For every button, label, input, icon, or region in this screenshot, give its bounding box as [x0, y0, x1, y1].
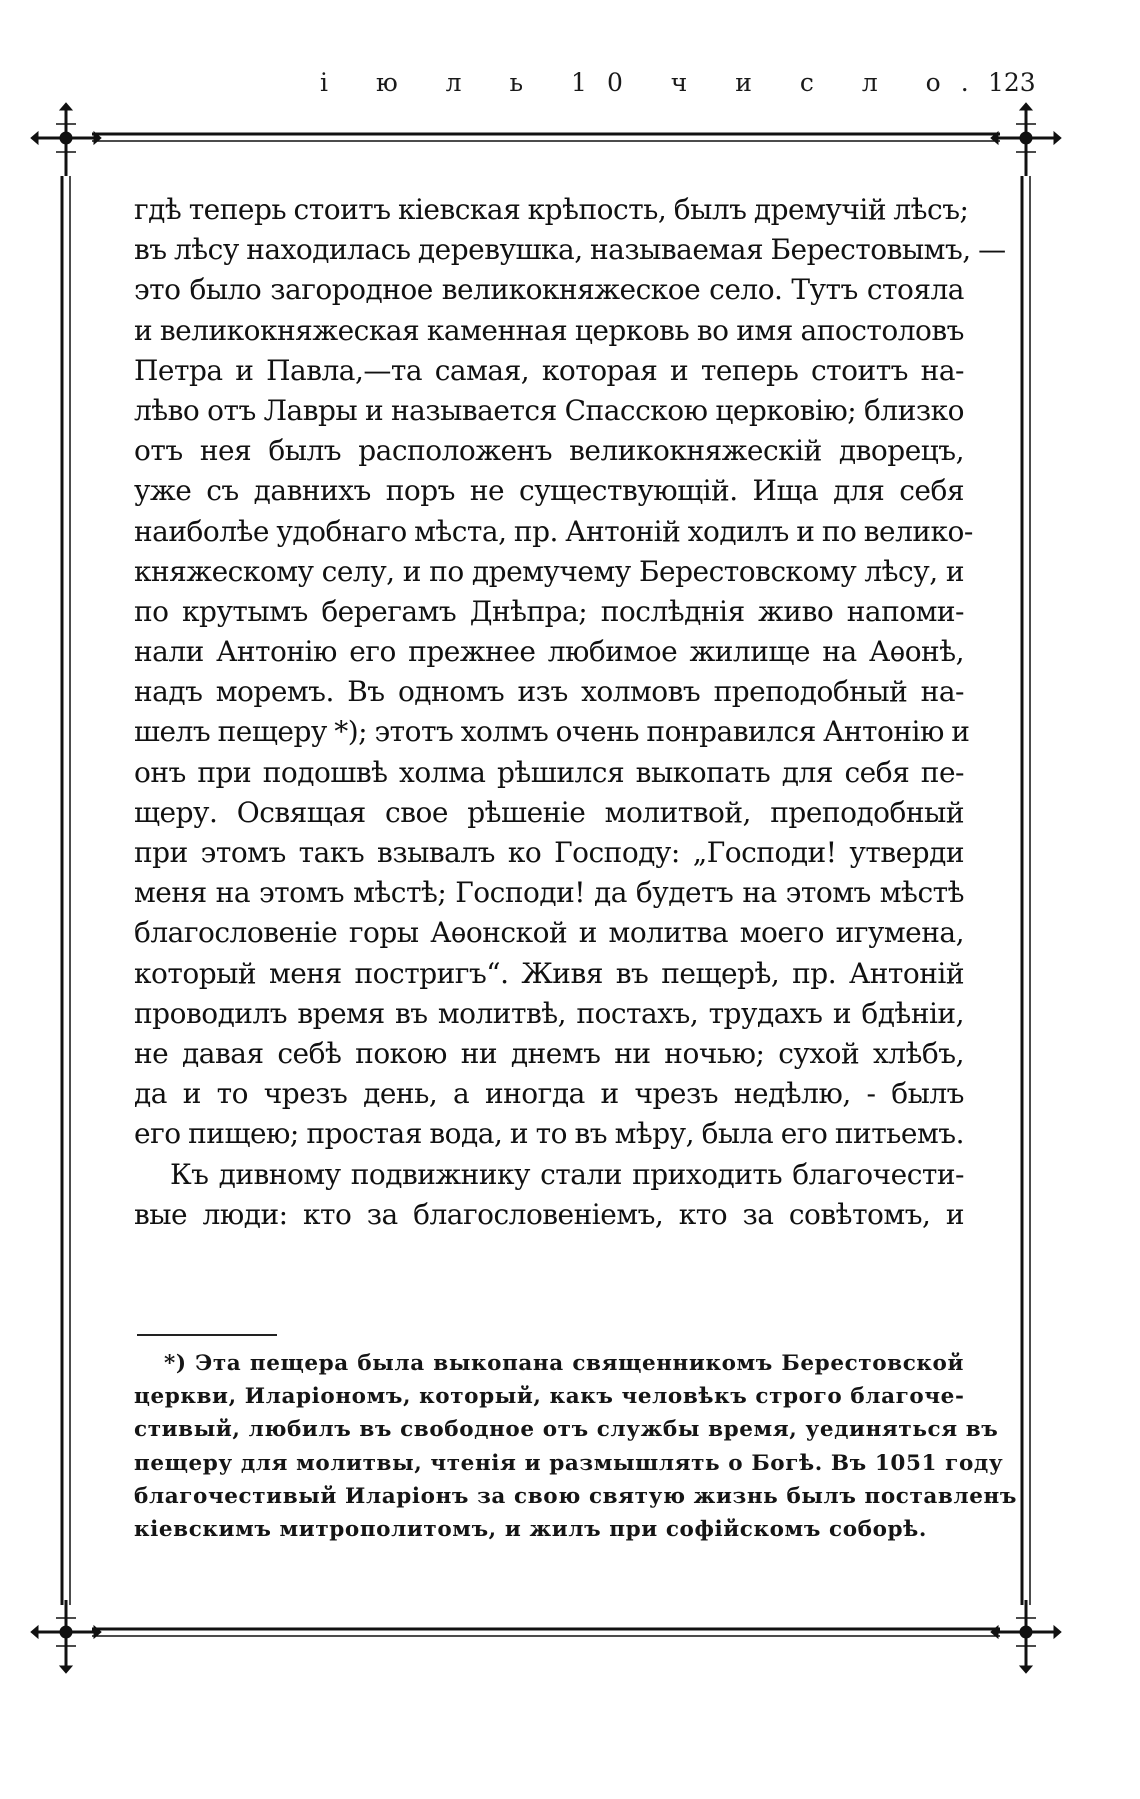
text-line: въ лѣсу находилась деревушка, называемая Берестовымъ, —: [134, 233, 1006, 267]
text-line: надъ моремъ. Въ одномъ изъ холмовъ преподобный на-: [134, 675, 964, 709]
cross-ornament-bottom-right-icon: [991, 1600, 1061, 1673]
page-number: 123: [988, 68, 1036, 97]
text-line: нали Антонію его прежнее любимое жилище на Аѳонѣ,: [134, 635, 964, 669]
running-title: і ю л ь 10 ч и с л о.: [320, 68, 989, 97]
text-line: который меня постригъ“. Живя въ пещерѣ, пр. Антоній: [134, 956, 964, 990]
text-line: это было загородное великокняжеское село. Тутъ стояла: [134, 273, 964, 307]
text-line: княжескому селу, и по дремучему Берестовскому лѣсу, и: [134, 554, 964, 588]
cross-ornament-top-left-icon: [31, 103, 101, 176]
text-line: его пищею; простая вода, и то въ мѣру, была его питьемъ.: [134, 1117, 964, 1151]
text-line: и великокняжеская каменная церковь во имя апостоловъ: [134, 313, 964, 347]
text-line: гдѣ теперь стоитъ кіевская крѣпость, былъ дремучій лѣсъ;: [134, 193, 969, 226]
text-line: меня на этомъ мѣстѣ; Господи! да будетъ на этомъ мѣстѣ: [134, 876, 964, 910]
footnote-line: *) Эта пещера была выкопана священникомъ Берестовской: [164, 1351, 964, 1376]
text-line: проводилъ время въ молитвѣ, постахъ, трудахъ и бдѣніи,: [134, 996, 964, 1030]
text-line: щеру. Освящая свое рѣшеніе молитвой, преподобный: [134, 795, 964, 829]
footnote-line: стивый, любилъ въ свободное отъ службы время, уединяться въ: [134, 1417, 999, 1443]
text-line: лѣво отъ Лавры и называется Спасскою церковію; близко: [134, 393, 964, 427]
footnote-line: церкви, Иларіономъ, который, какъ человѣкъ строго благоче-: [134, 1384, 965, 1410]
footnote-rule: [137, 1334, 277, 1336]
text-line: не давая себѣ покою ни днемъ ни ночью; сухой хлѣбъ,: [134, 1036, 964, 1070]
text-line: отъ нея былъ расположенъ великокняжескій дворецъ,: [134, 434, 964, 468]
main-text: [134, 190, 1006, 1235]
text-line: шелъ пещеру *); этотъ холмъ очень понравился Антонію и: [134, 715, 970, 749]
cross-ornament-bottom-left-icon: [31, 1600, 101, 1673]
text-line: Петра и Павла,—та самая, которая и теперь стоитъ на-: [134, 353, 964, 387]
text-line: уже съ давнихъ поръ не существующій. Ища для себя: [134, 474, 964, 508]
footnote-line: пещеру для молитвы, чтенія и размышлять о Богѣ. Въ 1051 году: [134, 1450, 1004, 1476]
text-line: по крутымъ берегамъ Днѣпра; послѣднія живо напоми-: [134, 594, 964, 628]
text-line: да и то чрезъ день, а иногда и чрезъ недѣлю, - былъ: [134, 1077, 964, 1111]
text-line: благословеніе горы Аѳонской и молитва моего игумена,: [134, 916, 964, 950]
text-line: онъ при подошвѣ холма рѣшился выкопать для себя пе-: [134, 755, 964, 789]
text-line: Къ дивному подвижнику стали приходить благочести-: [170, 1157, 964, 1191]
text-line: при этомъ такъ взывалъ ко Господу: „Господи! утверди: [134, 836, 964, 869]
text-line: вые люди: кто за благословеніемъ, кто за совѣтомъ, и: [134, 1197, 964, 1231]
text-line: наиболѣе удобнаго мѣста, пр. Антоній ходилъ и по велико-: [134, 514, 973, 548]
footnote: [134, 1347, 1017, 1546]
footnote-line: благочестивый Иларіонъ за свою святую жизнь былъ поставленъ: [134, 1483, 1017, 1509]
cross-ornament-top-right-icon: [991, 103, 1061, 176]
footnote-line: кіевскимъ митрополитомъ, и жилъ при софійскомъ соборѣ.: [134, 1516, 927, 1542]
